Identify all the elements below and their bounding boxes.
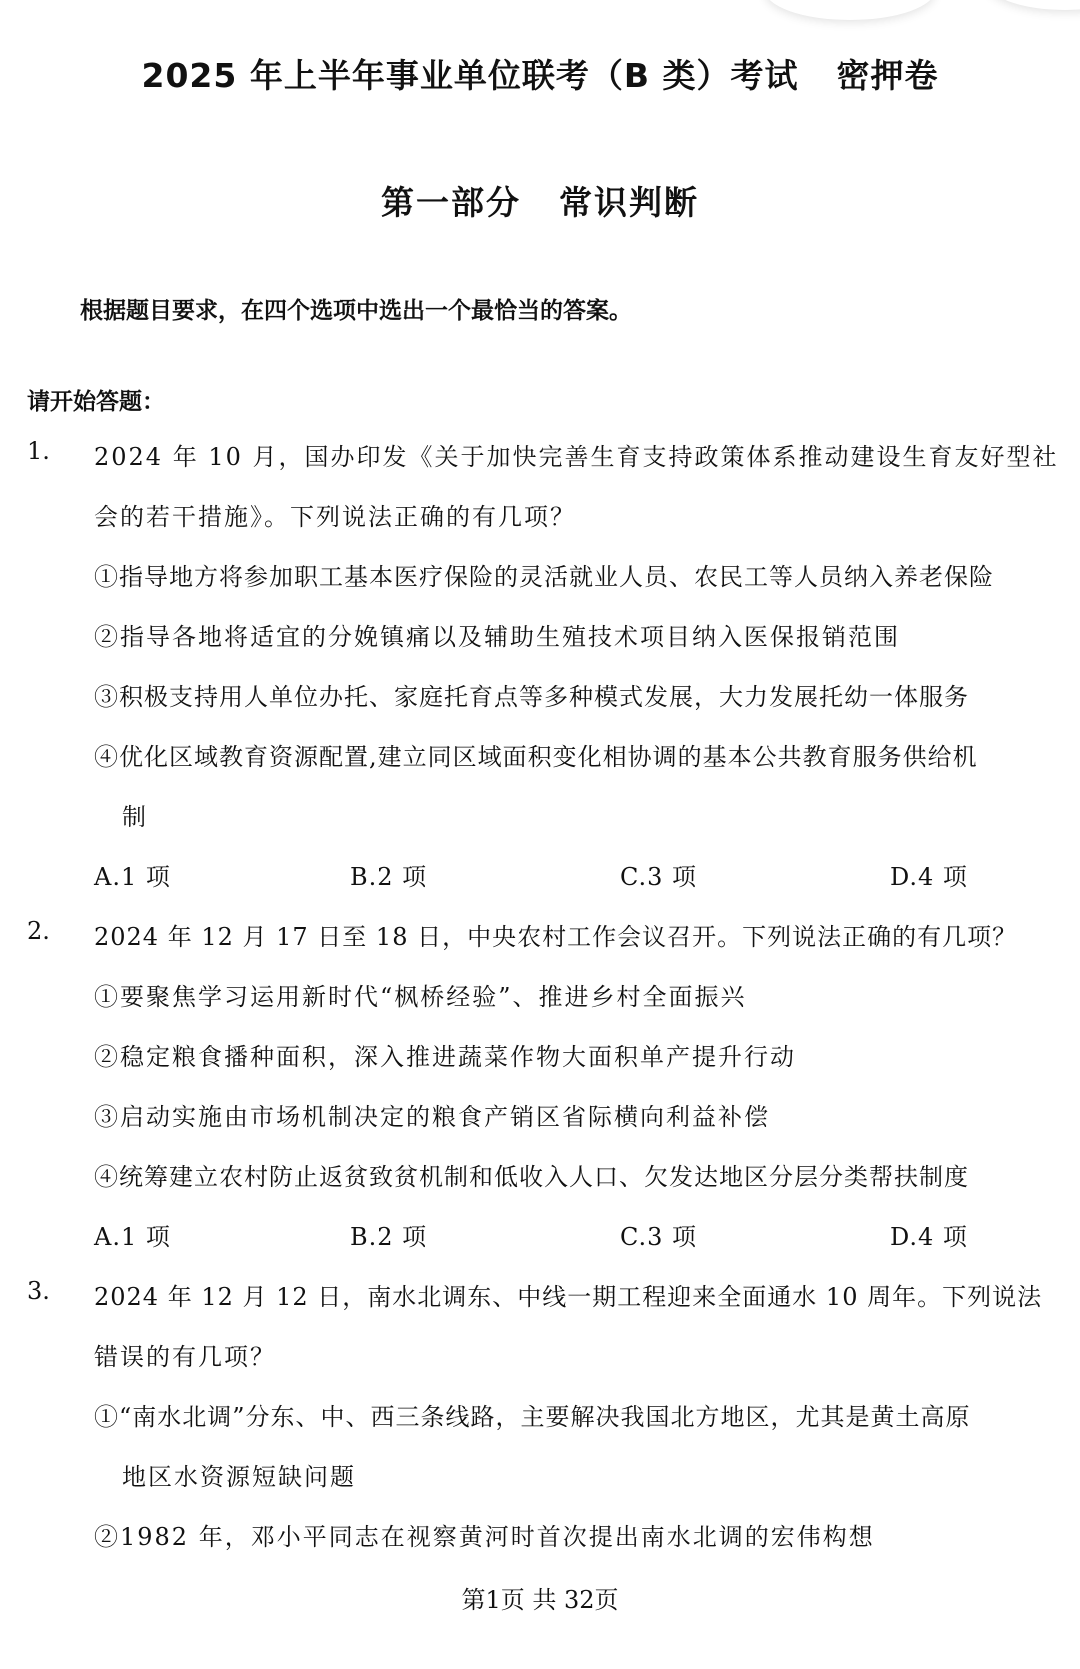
start-label: 请开始答题： — [27, 389, 165, 415]
option-c: C.3 项 — [620, 863, 698, 891]
decorative-shape — [765, 0, 935, 20]
exam-title-tag: 密押卷 — [836, 56, 939, 95]
statement: ②1982 年，邓小平同志在视察黄河时首次提出南水北调的宏伟构想 — [94, 1523, 875, 1551]
statement: 地区水资源短缺问题 — [122, 1463, 356, 1491]
statement: ①指导地方将参加职工基本医疗保险的灵活就业人员、农民工等人员纳入养老保险 — [94, 563, 994, 591]
exam-title — [0, 50, 1080, 97]
option-a: A.1 项 — [94, 863, 171, 891]
option-b: B.2 项 — [350, 863, 428, 891]
statement: ④统筹建立农村防止返贫致贫机制和低收入人口、欠发达地区分层分类帮扶制度 — [94, 1163, 969, 1191]
option-c: C.3 项 — [620, 1223, 698, 1251]
statement: ③积极支持用人单位办托、家庭托育点等多种模式发展，大力发展托幼一体服务 — [94, 683, 969, 711]
question-number: 1. — [27, 437, 50, 465]
exam-title-main: 2025 年上半年事业单位联考（B 类）考试 — [141, 56, 799, 95]
question-stem: 错误的有几项？ — [94, 1343, 276, 1371]
statement: ①要聚焦学习运用新时代“枫桥经验”、推进乡村全面振兴 — [94, 983, 747, 1011]
section-name: 常识判断 — [559, 183, 699, 222]
section-part: 第一部分 — [381, 183, 521, 222]
question-stem: 2024 年 10 月，国办印发《关于加快完善生育支持政策体系推动建设生育友好型社 — [94, 443, 1059, 471]
question-stem: 2024 年 12 月 17 日至 18 日，中央农村工作会议召开。下列说法正确的有几项？ — [94, 923, 1018, 951]
option-d: D.4 项 — [890, 1223, 968, 1251]
statement: 制 — [122, 803, 148, 831]
option-b: B.2 项 — [350, 1223, 428, 1251]
decorative-shape — [985, 0, 1080, 10]
question-stem: 会的若干措施》。下列说法正确的有几项？ — [94, 503, 576, 531]
section-title — [0, 177, 1080, 224]
statement: ③启动实施由市场机制决定的粮食产销区省际横向利益补偿 — [94, 1103, 770, 1131]
page-footer: 第1页 共 32页 — [461, 1586, 619, 1614]
option-a: A.1 项 — [94, 1223, 171, 1251]
statement: ②稳定粮食播种面积，深入推进蔬菜作物大面积单产提升行动 — [94, 1043, 796, 1071]
question-number: 2. — [27, 917, 50, 945]
statement: ④优化区域教育资源配置,建立同区域面积变化相协调的基本公共教育服务供给机 — [94, 743, 978, 771]
question-stem: 2024 年 12 月 12 日，南水北调东、中线一期工程迎来全面通水 10 周年。下列说法 — [94, 1283, 1043, 1311]
statement: ①“南水北调”分东、中、西三条线路，主要解决我国北方地区，尤其是黄土高原 — [94, 1403, 971, 1431]
instruction: 根据题目要求，在四个选项中选出一个最恰当的答案。 — [80, 298, 632, 324]
question-number: 3. — [27, 1277, 50, 1305]
statement: ②指导各地将适宜的分娩镇痛以及辅助生殖技术项目纳入医保报销范围 — [94, 623, 900, 651]
option-d: D.4 项 — [890, 863, 968, 891]
